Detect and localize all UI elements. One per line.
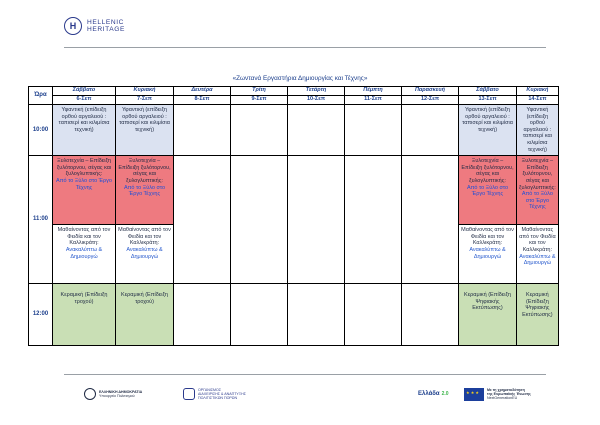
- footer-eu: ★ ★ ★ Με τη χρηματοδότηση της Ευρωπαϊκής Ένωσης NextGenerationEU: [464, 383, 531, 405]
- workshop-cell: [116, 105, 174, 156]
- workshop-calligraphy: [53, 224, 115, 262]
- workshop-cell: [517, 156, 559, 284]
- empty-cell: [345, 105, 402, 156]
- workshop-calligraphy: [116, 224, 173, 262]
- day-name: Σάββατο: [53, 87, 116, 96]
- footer-divider: [64, 374, 546, 375]
- workshop-cell: [517, 284, 559, 346]
- workshop-ceramics-print: Κεραμική (Επίδειξη Ψηφιακής Εκτύπωσης): [522, 292, 553, 318]
- day-header-row: [29, 87, 559, 96]
- empty-cell: [231, 105, 288, 156]
- day-date: 6-Σεπ: [53, 96, 116, 105]
- workshop-cell: [459, 105, 517, 156]
- day-name: Πέμπτη: [345, 87, 402, 96]
- empty-cell: [288, 105, 345, 156]
- empty-cell: [345, 284, 402, 346]
- time-header: Ώρα: [29, 87, 53, 105]
- day-name: Παρασκευή: [402, 87, 459, 96]
- workshop-wood-link[interactable]: Από το Ξύλο στο Έργο Τέχνης: [56, 177, 112, 191]
- workshop-wood: [459, 156, 516, 224]
- workshop-calligraphy-text: Μαθαίνοντας από τον Φειδία και τον Καλλικράτη:: [57, 227, 111, 247]
- day-name: Τρίτη: [231, 87, 288, 96]
- workshop-ceramics: Κεραμική (Επίδειξη τροχού): [121, 292, 168, 305]
- time-row-1200: [29, 284, 559, 346]
- workshop-calligraphy-text: Μαθαίνοντας από τον Φειδία και τον Καλλικράτη:: [118, 227, 171, 247]
- header-divider: [64, 47, 546, 48]
- workshop-cell: [53, 105, 116, 156]
- day-date: 11-Σεπ: [345, 96, 402, 105]
- day-date: 12-Σεπ: [402, 96, 459, 105]
- logo-text: HELLENIC HERITAGE: [87, 18, 126, 33]
- time-label: 11:00: [29, 156, 53, 284]
- empty-cell: [288, 156, 345, 284]
- day-name: Τετάρτη: [288, 87, 345, 96]
- workshop-cell: [459, 156, 517, 284]
- time-row-1000: [29, 105, 559, 156]
- footer-ministry: ΕΛΛΗΝΙΚΗ ΔΗΜΟΚΡΑΤΙΑ Υπουργείο Πολιτισμού: [84, 383, 142, 405]
- logo: [64, 17, 125, 35]
- day-name: Σάββατο: [459, 87, 517, 96]
- workshop-weaving: Υφαντική (επίδειξη ορθού αργαλειού : ταπισερί και κιλιμίσια τεχνική): [522, 107, 552, 153]
- workshop-cell: [116, 156, 174, 284]
- empty-cell: [231, 156, 288, 284]
- workshop-calligraphy-link[interactable]: Ανακαλύπτω & Δημιουργώ: [126, 246, 163, 260]
- workshop-cell: [459, 284, 517, 346]
- workshop-calligraphy: [517, 224, 558, 269]
- day-name: Δευτέρα: [174, 87, 231, 96]
- day-date: 7-Σεπ: [116, 96, 174, 105]
- workshop-wood-link[interactable]: Από το Ξύλο στο Έργο Τέχνης: [123, 184, 166, 198]
- footer-org: ΟΡΓΑΝΙΣΜΟΣ ΔΙΑΧΕΙΡΙΣΗΣ & ΑΝΑΠΤΥΞΗΣ ΠΟΛΙΤΙΣΤΙΚΩΝ ΠΟΡΩΝ: [183, 383, 246, 405]
- ministry-seal-icon: [84, 388, 96, 400]
- empty-cell: [288, 284, 345, 346]
- empty-cell: [174, 156, 231, 284]
- workshop-cell: [53, 156, 116, 284]
- ellada-number: 2.0: [441, 390, 449, 397]
- time-row-1100: [29, 156, 559, 284]
- empty-cell: [402, 284, 459, 346]
- org-logo-icon: [183, 388, 195, 400]
- empty-cell: [174, 105, 231, 156]
- workshop-wood: [53, 156, 115, 224]
- workshop-ceramics: Κεραμική (Επίδειξη τροχού): [60, 292, 108, 305]
- workshop-wood: [116, 156, 173, 224]
- date-header-row: [29, 96, 559, 105]
- workshop-wood: [517, 156, 558, 224]
- workshop-weaving: Υφαντική (επίδειξη ορθού αργαλειού : ταπισερί και κιλιμίσια τεχνική): [462, 107, 513, 133]
- empty-cell: [231, 284, 288, 346]
- day-date: 9-Σεπ: [231, 96, 288, 105]
- day-date: 13-Σεπ: [459, 96, 517, 105]
- empty-cell: [402, 156, 459, 284]
- workshop-wood-text: Ξυλοτεχνία – Επίδειξη ξυλότορνου, σέγας και ξυλογλυπτικής:: [56, 158, 112, 178]
- logo-mark-icon: Η: [64, 17, 82, 35]
- workshop-calligraphy-text: Μαθαίνοντας από τον Φειδία και τον Καλλικράτη:: [461, 227, 514, 247]
- day-date: 8-Σεπ: [174, 96, 231, 105]
- time-label: 10:00: [29, 105, 53, 156]
- eu-flag-icon: [464, 388, 484, 401]
- day-name: Κυριακή: [517, 87, 559, 96]
- workshop-ceramics-print: Κεραμική (Επίδειξη Ψηφιακής Εκτύπωσης): [464, 292, 511, 312]
- workshop-wood-text: Ξυλοτεχνία – Επίδειξη ξυλότορνου, σέγας και ξυλογλυπτικής:: [118, 158, 171, 184]
- workshop-calligraphy: [459, 224, 516, 262]
- ellada-label: Ελλάδα: [418, 390, 440, 397]
- empty-cell: [174, 284, 231, 346]
- footer-ellada: [418, 383, 449, 405]
- workshop-cell: [116, 284, 174, 346]
- empty-cell: [402, 105, 459, 156]
- workshop-weaving: Υφαντική (επίδειξη ορθού αργαλειού : ταπισερί και κιλιμίσια τεχνική): [58, 107, 110, 133]
- workshop-wood-link[interactable]: Από το Ξύλο στο Έργο Τέχνης: [521, 191, 553, 211]
- workshop-cell: [517, 105, 559, 156]
- workshop-calligraphy-text: Μαθαίνοντας από τον Φειδία και τον Καλλικράτη:: [519, 227, 556, 253]
- workshop-cell: [53, 284, 116, 346]
- workshop-calligraphy-link[interactable]: Ανακαλύπτω & Δημιουργώ: [65, 246, 103, 260]
- page-title: «Ζωντανά Εργαστήρια Δημιουργίας και Τέχνης»: [232, 75, 368, 82]
- workshop-wood-text: Ξυλοτεχνία – Επίδειξη ξυλότορνου, σέγας και ξυλογλυπτικής:: [461, 158, 514, 184]
- schedule-table: [28, 86, 559, 346]
- day-date: 10-Σεπ: [288, 96, 345, 105]
- empty-cell: [345, 156, 402, 284]
- day-name: Κυριακή: [116, 87, 174, 96]
- workshop-wood-text: Ξυλοτεχνία – Επίδειξη ξυλότορνου, σέγας και ξυλογλυπτικής:: [519, 158, 556, 191]
- day-date: 14-Σεπ: [517, 96, 559, 105]
- workshop-calligraphy-link[interactable]: Ανακαλύπτω & Δημιουργώ: [469, 246, 506, 260]
- workshop-calligraphy-link[interactable]: Ανακαλύπτω & Δημιουργώ: [519, 253, 556, 267]
- time-label: 12:00: [29, 284, 53, 346]
- workshop-wood-link[interactable]: Από το Ξύλο στο Έργο Τέχνης: [466, 184, 509, 198]
- workshop-weaving: Υφαντική (επίδειξη ορθού αργαλειού : ταπισερί και κιλιμίσια τεχνική): [119, 107, 170, 133]
